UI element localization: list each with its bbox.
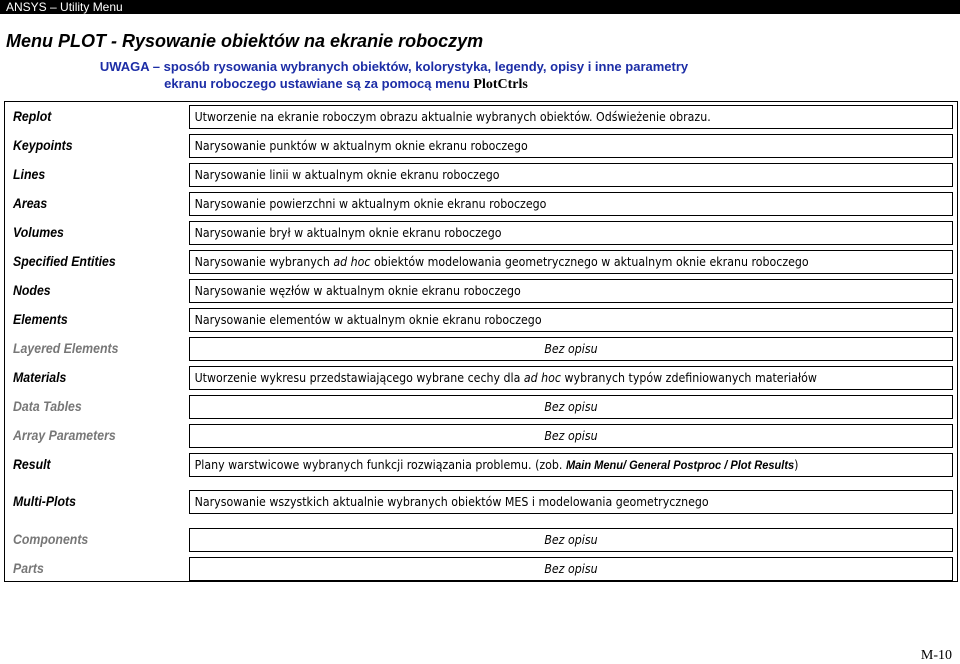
description-part: Utworzenie wykresu przedstawiającego wybrane cechy dla — [194, 371, 524, 385]
description-text: Bez opisu — [544, 562, 598, 576]
table-row — [5, 160, 957, 189]
description-box — [189, 250, 953, 274]
description-emphasis: ad hoc — [333, 255, 371, 269]
menu-item-nodes[interactable]: Nodes — [13, 282, 51, 298]
table-row — [5, 421, 957, 450]
menu-item-data-tables: Data Tables — [13, 398, 82, 414]
note-line-2 — [0, 75, 826, 93]
menu-item-elements[interactable]: Elements — [13, 311, 68, 327]
description-text: Narysowanie powierzchni w aktualnym oknie ekranu roboczego — [194, 197, 547, 211]
description-part: ) — [794, 458, 799, 472]
description-part: wybranych typów zdefiniowanych materiałów — [561, 371, 817, 385]
menu-item-specified-entities[interactable]: Specified Entities — [13, 253, 116, 269]
table-row — [5, 305, 957, 334]
main-menu-path-ref: Main Menu/ General Postproc / Plot Results — [565, 458, 795, 472]
description-emphasis: ad hoc — [523, 371, 562, 385]
description-box — [189, 308, 953, 332]
description-text — [190, 454, 798, 476]
table-row — [5, 487, 957, 516]
table-row — [5, 525, 957, 554]
menu-item-keypoints[interactable]: Keypoints — [13, 137, 73, 153]
menu-item-materials[interactable]: Materials — [13, 369, 67, 385]
description-box — [189, 163, 953, 187]
description-box — [189, 424, 953, 448]
description-box — [189, 395, 953, 419]
description-box — [189, 453, 953, 477]
description-text: Narysowanie elementów w aktualnym oknie ekranu roboczego — [194, 313, 542, 327]
description-text: Bez opisu — [544, 429, 598, 443]
menu-item-components: Components — [13, 531, 89, 547]
description-text — [190, 367, 817, 389]
table-row — [5, 218, 957, 247]
description-part: Narysowanie wybranych — [194, 255, 334, 269]
description-text: Utworzenie na ekranie roboczym obrazu aktualnie wybranych obiektów. Odświeżenie obrazu. — [194, 110, 711, 124]
page-title: Menu PLOT - Rysowanie obiektów na ekranie roboczym — [6, 31, 484, 51]
menu-item-areas[interactable]: Areas — [13, 195, 48, 211]
plotctrls-menu-ref: PlotCtrls — [473, 77, 528, 92]
window-title: ANSYS – Utility Menu — [6, 0, 123, 14]
description-text — [190, 251, 809, 273]
menu-item-array-parameters: Array Parameters — [13, 427, 116, 443]
menu-item-lines[interactable]: Lines — [13, 166, 46, 182]
table-row — [5, 334, 957, 363]
menu-item-volumes[interactable]: Volumes — [13, 224, 64, 240]
table-row — [5, 363, 957, 392]
plot-menu-table — [4, 101, 958, 582]
table-row — [5, 247, 957, 276]
description-box — [189, 105, 953, 129]
table-row — [5, 450, 957, 479]
menu-item-parts: Parts — [13, 560, 44, 576]
table-row — [5, 554, 957, 583]
note-line-1: UWAGA – sposób rysowania wybranych obiektów, kolorystyka, legendy, opisy i inne parametry — [99, 59, 689, 74]
description-box — [189, 134, 953, 158]
description-box — [189, 557, 953, 581]
description-text: Narysowanie węzłów w aktualnym oknie ekranu roboczego — [194, 284, 521, 298]
menu-item-replot[interactable]: Replot — [13, 108, 52, 124]
description-box — [189, 279, 953, 303]
table-row — [5, 131, 957, 160]
description-text: Bez opisu — [544, 533, 598, 547]
menu-item-multi-plots[interactable]: Multi-Plots — [13, 493, 76, 509]
table-row — [5, 102, 957, 131]
description-box — [189, 366, 953, 390]
description-box — [189, 221, 953, 245]
note-line-2-text: ekranu roboczego ustawiane są za pomocą menu — [164, 76, 470, 91]
table-row — [5, 392, 957, 421]
description-text: Narysowanie wszystkich aktualnie wybranych obiektów MES i modelowania geometrycznego — [194, 495, 709, 509]
table-row — [5, 276, 957, 305]
table-row — [5, 189, 957, 218]
description-text: Narysowanie punktów w aktualnym oknie ekranu roboczego — [194, 139, 528, 153]
description-box — [189, 490, 953, 514]
menu-item-layered-elements: Layered Elements — [13, 340, 119, 356]
window-titlebar — [0, 0, 960, 14]
description-box — [189, 192, 953, 216]
description-part: Plany warstwicowe wybranych funkcji rozwiązania problemu. (zob. — [194, 458, 566, 472]
description-text: Narysowanie linii w aktualnym oknie ekranu roboczego — [194, 168, 500, 182]
description-text: Bez opisu — [544, 342, 598, 356]
description-box — [189, 528, 953, 552]
description-box — [189, 337, 953, 361]
page-number: M-10 — [920, 648, 952, 663]
description-text: Bez opisu — [544, 400, 598, 414]
description-text: Narysowanie brył w aktualnym oknie ekranu roboczego — [194, 226, 502, 240]
menu-item-result[interactable]: Result — [13, 456, 51, 472]
description-part: obiektów modelowania geometrycznego w aktualnym oknie ekranu roboczego — [370, 255, 809, 269]
note — [0, 58, 960, 93]
